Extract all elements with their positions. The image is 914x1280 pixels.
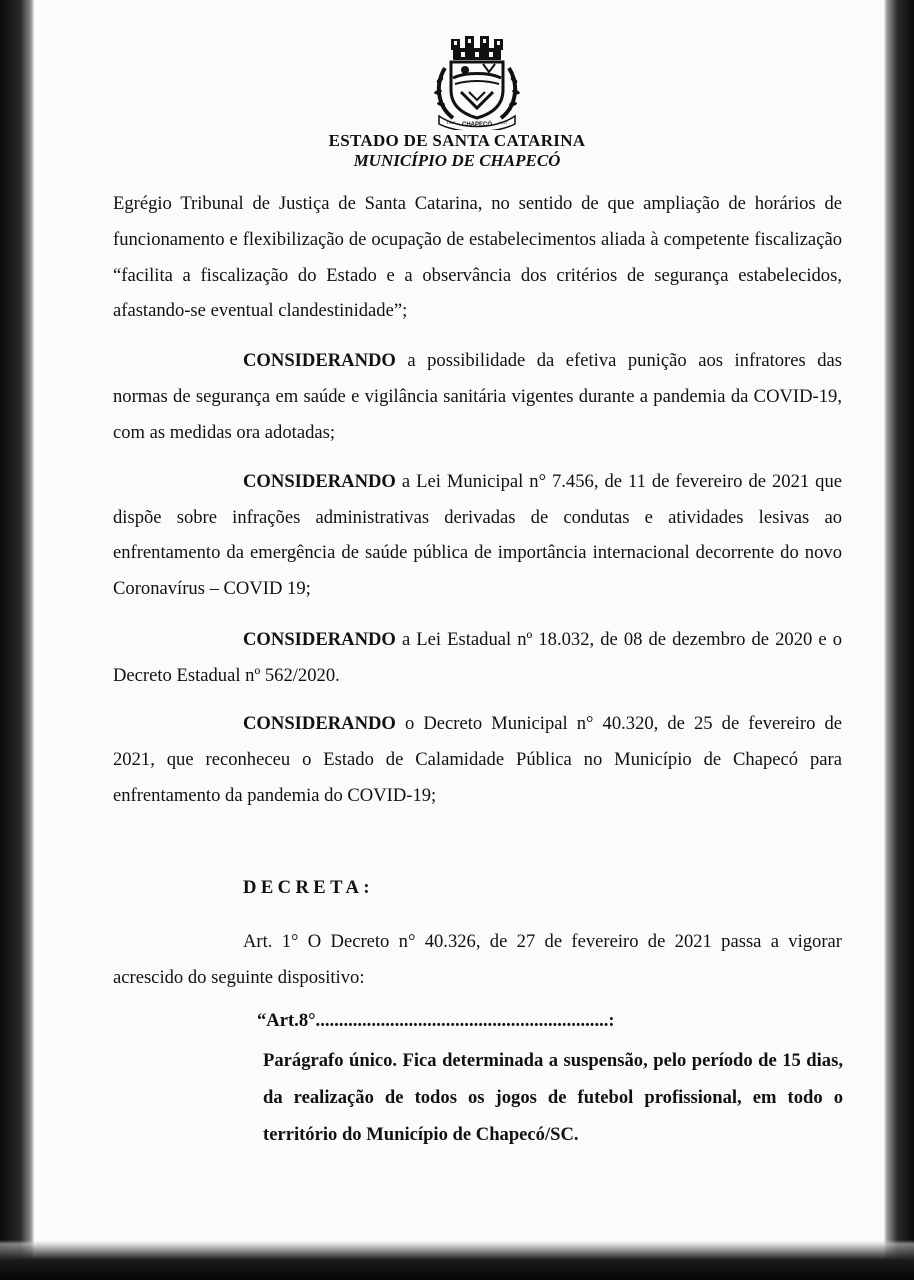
considerando-label: CONSIDERANDO xyxy=(243,471,396,492)
paragraph-tribunal xyxy=(113,186,842,329)
header-state: ESTADO DE SANTA CATARINA xyxy=(328,131,586,150)
photo-edge-left xyxy=(0,0,34,1280)
considerando-label: CONSIDERANDO xyxy=(243,350,396,371)
paragraph-considerando-4 xyxy=(113,706,842,814)
paragraph-text: o Decreto Municipal n° 40.320, de 25 de fevereiro de 2021, que reconheceu o Estado de Calamidade Pública no Município de Chapecó para enfrentamento da pandemia do COVID-19; xyxy=(113,713,842,806)
article-8-heading: “Art.8°...............................................................: xyxy=(257,1010,615,1031)
photo-edge-bottom xyxy=(0,1240,914,1280)
paragraph-text: Egrégio Tribunal de Justiça de Santa Catarina, no sentido de que ampliação de horários de funcionamento e flexibilização de ocupação de estabelecimentos aliada à competente fiscalização “facilita a fiscalização do Estado e a observância dos critérios de segurança estabelecidos, afastando-se eventual clandestinidade”; xyxy=(113,193,842,322)
paragraph-article-1 xyxy=(113,924,842,996)
considerando-label: CONSIDERANDO xyxy=(243,629,396,650)
paragraph-considerando-2 xyxy=(113,464,842,606)
paragraph-considerando-1 xyxy=(113,343,842,451)
paragraph-text: a Lei Estadual nº 18.032, de 08 de dezembro de 2020 e o Decreto Estadual nº 562/2020. xyxy=(113,629,842,686)
paragraph-text: a possibilidade da efetiva punição aos infratores das normas de segurança em saúde e vigilância sanitária vigentes durante a pandemia da COVID-19, com as medidas ora adotadas; xyxy=(113,350,842,443)
emblem-year-right: 1917 xyxy=(498,120,508,125)
paragraph-considerando-3 xyxy=(113,622,842,694)
emblem-ribbon-text: CHAPECÓ xyxy=(461,122,493,128)
paragrafo-unico: Parágrafo único. Fica determinada a suspensão, pelo período de 15 dias, da realização de todos os jogos de futebol profissional, em todo o território do Município de Chapecó/SC. xyxy=(263,1050,843,1145)
emblem-year-left: 1917 xyxy=(446,120,456,125)
municipal-coat-of-arms-icon xyxy=(431,34,523,130)
paragraph-text: a Lei Municipal n° 7.456, de 11 de fevereiro de 2021 que dispõe sobre infrações administrativas derivadas de condutas e atividades lesivas ao enfrentamento da emergência de saúde pública de importância internacional decorrente do novo Coronavírus – COVID 19; xyxy=(113,471,842,599)
header-municipality: MUNICÍPIO DE CHAPECÓ xyxy=(353,151,561,170)
photo-edge-right xyxy=(884,0,914,1280)
considerando-label: CONSIDERANDO xyxy=(243,713,396,734)
decreta-heading: DECRETA: xyxy=(243,877,374,898)
paragraph-text: Art. 1° O Decreto n° 40.326, de 27 de fevereiro de 2021 passa a vigorar acrescido do seguinte dispositivo: xyxy=(113,931,842,988)
